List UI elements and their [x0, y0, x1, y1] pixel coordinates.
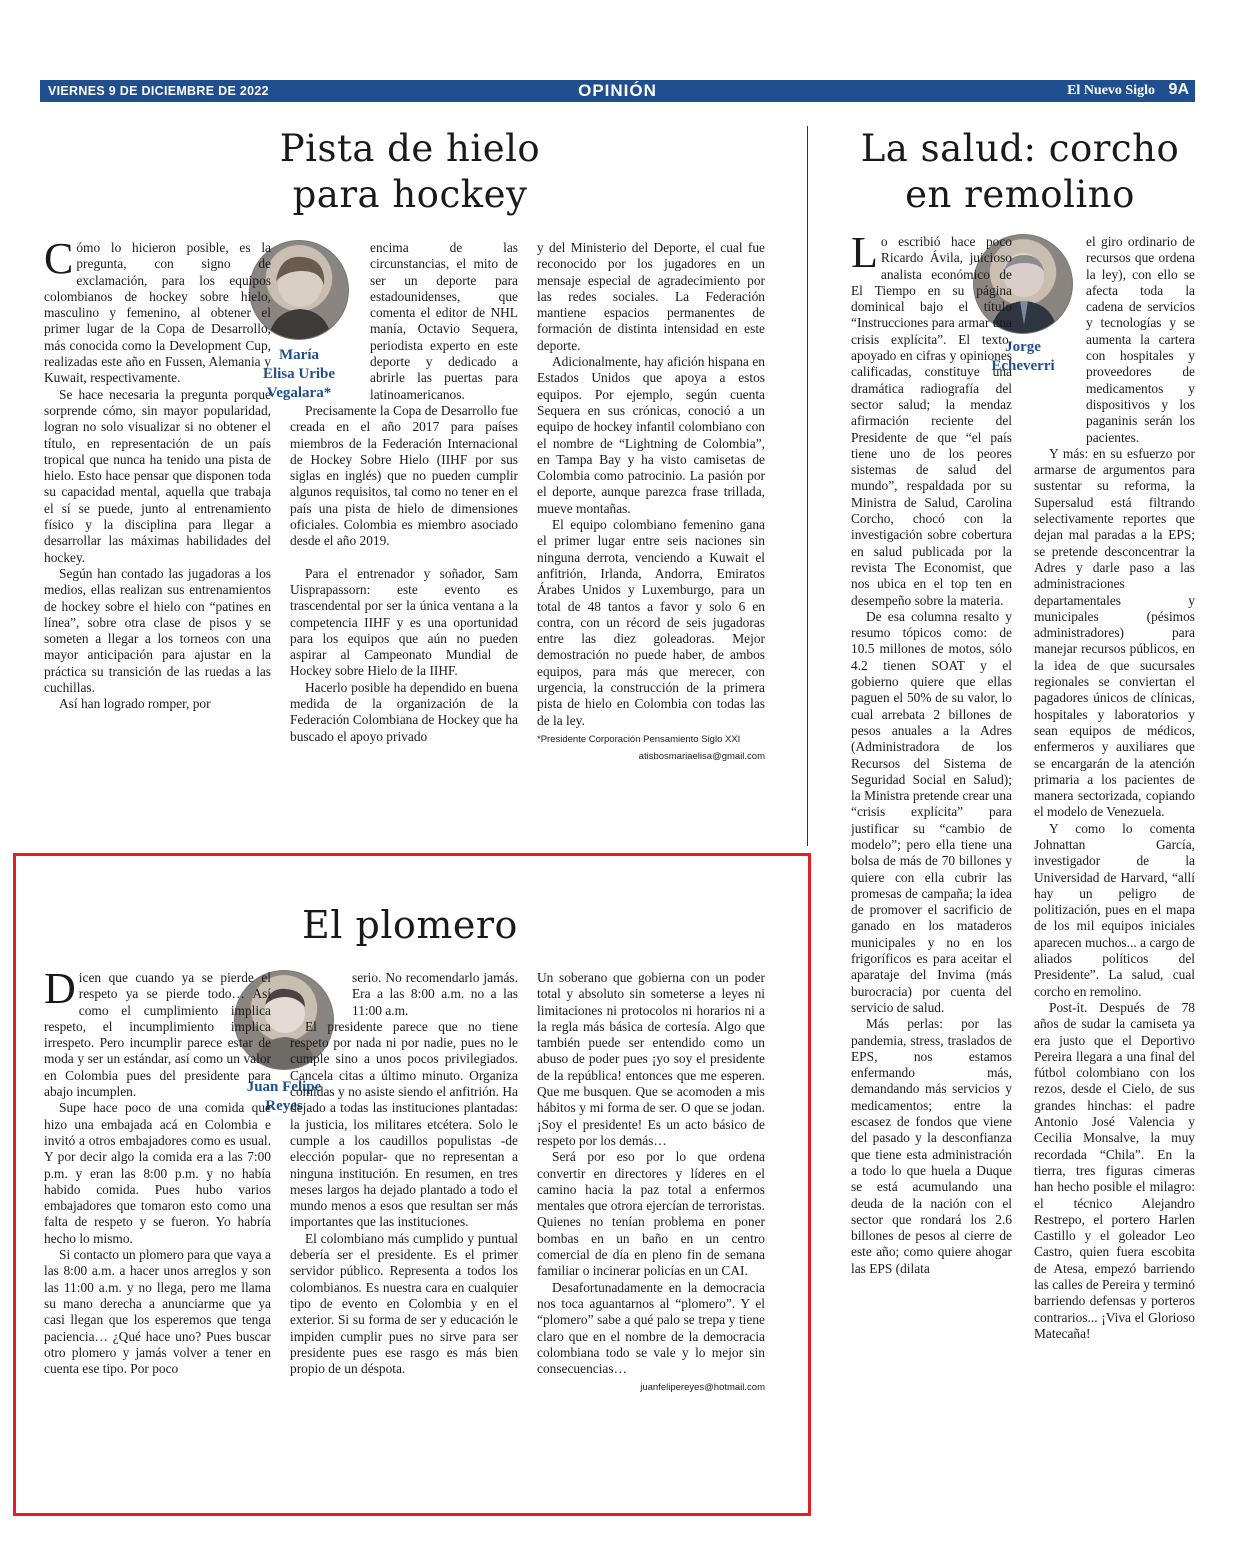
paragraph: El equipo colombiano femenino gana el primer lugar entre seis naciones sin ninguna derrota, venciendo a Kuwait el anfitrión, Irlanda, Andorra, Emiratos Árabes Unidos y Luxemburgo, para un total de 48 tantos a favor y solo 6 en contra, con un récord de seis jugadoras entre las diez goleadoras. Mejor demostración no puede haber, de ambos equipos, para más que merecer, con urgencia, la construcción de la primera pista de hielo en Colombia con todas las de la ley.: [537, 517, 765, 728]
paragraph: y del Ministerio del Deporte, el cual fue reconocido por los jugadores en un mensaje especial de agradecimiento por las redes sociales. La Federación mantiene espacios permanentes de formación de distinta intensidad en este deporte.: [537, 240, 765, 353]
masthead-bar: [40, 80, 1195, 102]
paragraph: El presidente parece que no tiene respeto por nada ni por nadie, pues no le cumple sino a unos pocos privilegiados. Cancela citas a último minuto. Organiza comidas y no asiste siendo el anfitrión. Ha dejado a todas las instituciones plantadas: la justicia, los militares etcétera. Solo le cumple a los caudillos populistas -de elección popular- que no representan a ninguna institución. En resumen, en tres meses largos ha dejado plantado a todo el mundo menos a esos que resultan ser más importantes que las instituciones.: [290, 1018, 518, 1230]
article2-title-line1: La salud: corcho: [860, 127, 1180, 170]
author-name-line: Reyes: [265, 1098, 303, 1114]
issue-date: VIERNES 9 DE DICIEMBRE DE 2022: [48, 84, 269, 98]
article3-column-2: [290, 970, 518, 1505]
author-name-line: Echeverri: [991, 358, 1055, 374]
paragraph: Y más: en su esfuerzo por armarse de argumentos para sustentar su reforma, la Supersalud está filtrando selectivamente reportes que dejan mal paradas a la EPS; se pretende desconcentrar la Adres y darle paso a las administraciones departamentales y municipales (pésimos administradores) para manejar recursos públicos, en la idea de que sucursales regionales se conviertan el pagadores únicos de clínicas, hospitales y laboratorios y sean equipos de médicos, enfermeros y auxiliares que se encargarán de la atención primaria a los pacientes de manera sectorizada, copiando el modelo de Venezuela.: [1034, 445, 1195, 820]
newspaper-name: El Nuevo Siglo: [1067, 83, 1155, 98]
paragraph-text: o escribió hace poco Ricardo Ávila, juicioso analista económico de El Tiempo en su página dominical bajo el título “Instrucciones para armar una crisis explícita”. El texto, apoyado en cifras y opiniones calificadas, constituye una dramática radiografía del sector salud; la mendaz afirmación reciente del Presidente de que “el país tiene uno de los peores sistemas de salud del mundo”, respaldada por su Ministra de Salud, Carolina Corcho, chocó con la investigación sobre cobertura en salud publicada por la revista The Economist, que nos ubica en el top ten en desempeño sobre la materia.: [851, 234, 1012, 608]
column-divider: [807, 126, 808, 846]
paragraph: [44, 240, 271, 387]
author-footnote: *Presidente Corporación Pensamiento Siglo XXI: [537, 733, 741, 745]
paragraph-text: icen que cuando ya se pierde el respeto ya se pierde todo… Así como el cumplimiento implica respeto, el incumplimiento implica irrespeto. Pero incumplir parece estar de moda y ser un estándar, así como un valor en Colombia pues del presidente para abajo incumplen.: [44, 970, 271, 1100]
article1-column-2: [290, 240, 518, 830]
paragraph: Se hace necesaria la pregunta porque sorprende cómo, sin mayor popularidad, logran no solo visualizar si no obtener el título, en representación de un país tropical que nunca ha tenido una pista de hielo. Esto hace pensar que disponen toda su capacidad mental, aquella que trabaja el sí se puede, junto al entrenamiento físico y la disciplina para llegar a desarrollar las máximas habilidades del hockey.: [44, 386, 271, 565]
author-name-line: María: [279, 347, 319, 363]
paragraph: Post-it. Después de 78 años de sudar la camiseta ya era justo que el Deportivo Pereira llegara a una final del fútbol colombiano con los rezos, desde el Cielo, de sus grandes hinchas: el padre Antonio José Valencia y Cecilia Monsalve, la muy recordada “Chila”. En la tierra, tres figuras cimeras han hecho posible el milagro: el técnico Alejandro Restrepo, el portero Harlen Castillo y el goleador Leo Castro, quien fuera escobita de Atesa, empezó barriendo las calles de Pereira y terminó barriendo defensas y porteros contrarios... ¡Viva el Glorioso Matecaña!: [1034, 999, 1195, 1341]
article2-column-2: [1034, 234, 1195, 1504]
author-name-line: Juan Felipe: [246, 1079, 322, 1095]
article2-title: [830, 126, 1210, 218]
article1-title-line2: para hockey: [292, 173, 528, 216]
paragraph: Más perlas: por las pandemia, stress, traslados de EPS, nos estamos enfermando más, demandando más servicios y medicamentos; entre la escasez de fondos que viene del pasado y la desconfianza que tiene esta administración a todo lo que huela a Duque se está acumulando una deuda de la nación con el sector que rondará los 2.6 billones de pesos al cierre de este año; como quiere ahogar las EPS (dilata: [851, 1016, 1012, 1276]
paragraph: serio. No recomendarlo jamás. Era a las 8:00 a.m. no a las 11:00 a.m.: [352, 970, 518, 1018]
paragraph: el giro ordinario de recursos que ordena la ley), con ello se afecta toda la cadena de servicios y tecnologías y se aumenta la cartera con hospitales y proveedores de medicamentos y dispositivos y los paganinis serán los pacientes.: [1086, 234, 1195, 445]
paragraph: Será por eso por lo que ordena convertir en directores y líderes en el camino hacia la paz total a enfermos mentales que otrora ejercían de terroristas. Quienes no tenían problema en poner bombas en un baño en un centro comercial de día en pleno fin de semana familiar o incinerar policías en un CAI.: [537, 1149, 765, 1279]
article1-column-3: [537, 240, 765, 830]
author-name-line: Vegalara*: [266, 385, 332, 401]
author-name-line: Jorge: [1005, 339, 1041, 355]
paragraph: Precisamente la Copa de Desarrollo fue creada en el año 2017 para países miembros de la Federación Internacional de Hockey Sobre Hielo (IIHF por sus siglas en inglés) que no pueden cumplir algunos requisitos, tal como no tener en el país una pista de hielo de dimensiones oficiales. Colombia es miembro asociado desde el año 2019.: [290, 402, 518, 549]
paragraph: Desafortunadamente en la democracia nos toca aguantarnos al “plomero”. Y el “plomero” sabe a qué palo se trepa y tiene claro que en el nombre de la democracia colombiana todo se vale y lo mejor sin consecuencias…: [537, 1279, 765, 1377]
paragraph: Un soberano que gobierna con un poder total y absoluto sin someterse a leyes ni limitaciones ni protocolos ni horarios ni a la regla más básica de cortesía. Algo que también puede ser entendido como un abuso de poder pues ¡yo soy el presidente de la república! entonces que me esperen. Que me busquen. Que se acomoden a mis hábitos y mi forma de ser. O que se jodan. ¡Soy el presidente! Es un acto básico de respeto por los demás…: [537, 970, 765, 1148]
paragraph: Según han contado las jugadoras a los medios, ellas realizan sus entrenamientos de hockey sobre el hielo con “patines en línea”, sobre otra clase de pisos y se someten a llegar a los torneos con una mayor anticipación para ajustar en la práctica su transición de las ruedas a las cuchillas.: [44, 565, 271, 696]
author-name-line: Elisa Uribe: [262, 366, 336, 382]
paragraph: Hacerlo posible ha dependido en buena medida de la organización de la Federación Colombiana de Hockey que ha buscado el apoyo privado: [290, 679, 518, 744]
paragraph: De esa columna resalto y resumo tópicos como: de 10.5 millones de motos, sólo 4.2 tienen SOAT y el gobierno quiere que ellas paguen el 50% de su valor, lo cual arrebata 2 billones de pesos anuales a la Adres (Administradora de los Recursos del Sistema de Seguridad Social en Salud); la Ministra pretende crear una “crisis explícita” para justificar su “cambio de modelo”; pero ella tiene una bolsa de más de 70 billones y quiere con ella cubrir las promesas de campaña; la idea de promover el sacrificio de ganado en los mataderos municipales y no en los frigoríficos es para aceitar el aparataje del Invima (más burocracia) por cuenta del servicio de salud.: [851, 608, 1012, 1015]
paragraph: El colombiano más cumplido y puntual debería ser el presidente. Es el primer servidor público. Representa a todos los colombianos. Es nuestra cara en cualquier tipo de evento en Colombia y en el exterior. Si su forma de ser y educación le impiden cumplir pues no sirve para ser presidente pues ese rasgo es más bien propio de un déspota.: [290, 1230, 518, 1377]
article2-column-1: [851, 234, 1012, 1504]
article3-column-3: [537, 970, 765, 1505]
section-title: OPINIÓN: [578, 81, 657, 100]
article3-column-1: [44, 970, 271, 1505]
article1-title: [110, 126, 710, 218]
paragraph: Si contacto un plomero para que vaya a las 8:00 a.m. a hacer unos arreglos y son las 11:00 a.m. y no llega, pero me llama su mano derecha a anunciarme que ya casi llegan que los esperemos que tenga paciencia… ¿Qué hace uno? Pues buscar otro plomero y jamás volver a tener en cuenta ese tipo. Por poco: [44, 1247, 271, 1377]
article1-title-line1: Pista de hielo: [279, 127, 541, 170]
paragraph: encima de las circunstancias, el mito de ser un deporte para estadounidenses, que comenta el editor de NHL manía, Octavio Sequera, periodista experto en este deporte y dedicado a abrirle las puertas para latinoamericanos.: [370, 240, 518, 402]
drop-cap: D: [44, 970, 76, 1013]
drop-cap: C: [44, 240, 74, 283]
paragraph: [44, 970, 271, 1100]
drop-cap: L: [851, 234, 878, 277]
paragraph: [851, 234, 1012, 609]
paragraph-text: ómo lo hicieron posible, es la pregunta, con signo de exclamación, para los equipos colombianos de hockey sobre hielo, masculino y femenino, al obtener el primer lugar de la Copa de Desarrollo, más conocida como la Development Cup, realizadas este año en Fussen, Alemania y Kuwait, respectivamente.: [44, 240, 271, 386]
paragraph: Supe hace poco de una comida que hizo una embajada acá en Colombia e invitó a otros embajadores como es usual. Y por decir algo la comida era a las 7:00 p.m. y eran las 8:00 p.m. y no había habido comida. Pues hubo varios embajadores que tomaron esto como una falta de respeto y se fueron. Yo habría hecho lo mismo.: [44, 1100, 271, 1246]
article3-title: El plomero: [302, 903, 518, 947]
author-email: atisbosmariaelisa@gmail.com: [638, 750, 765, 762]
article2-title-line2: en remolino: [905, 173, 1135, 216]
author-email: juanfelipereyes@hotmail.com: [640, 1382, 765, 1394]
paragraph: Así han logrado romper, por: [59, 696, 211, 712]
page-number: 9A: [1168, 81, 1189, 98]
paragraph: Para el entrenador y soñador, Sam Uisprapassorn: este evento es trascendental por ser la única ventana a la competencia IIHF y es una oportunidad para los equipos que aún no pueden aspirar al Campeonato Mundial de Hockey sobre Hielo de la IIHF.: [290, 565, 518, 679]
paragraph: Adicionalmente, hay afición hispana en Estados Unidos que apoya a estos equipos. Por ejemplo, según cuenta Sequera en sus crónicas, conoció a un equipo de hockey infantil colombiano con el nombre de “Lightning de Colombia”, en Tampa Bay y ha visto camisetas de Colombia como patrocinio. La pasión por el deporte, aunque parezca frase trillada, mueve montañas.: [537, 354, 765, 516]
article1-column-1: [44, 240, 271, 830]
paragraph: Y como lo comenta Johnattan García, investigador de la Universidad de Harvard, “allí hay un peligro de politización, pues en el mapa de los mil equipos iniciales aparecen muchos... a cargo de aliados políticos del Presidente”. La salud, cual corcho en remolino.: [1034, 820, 1195, 999]
